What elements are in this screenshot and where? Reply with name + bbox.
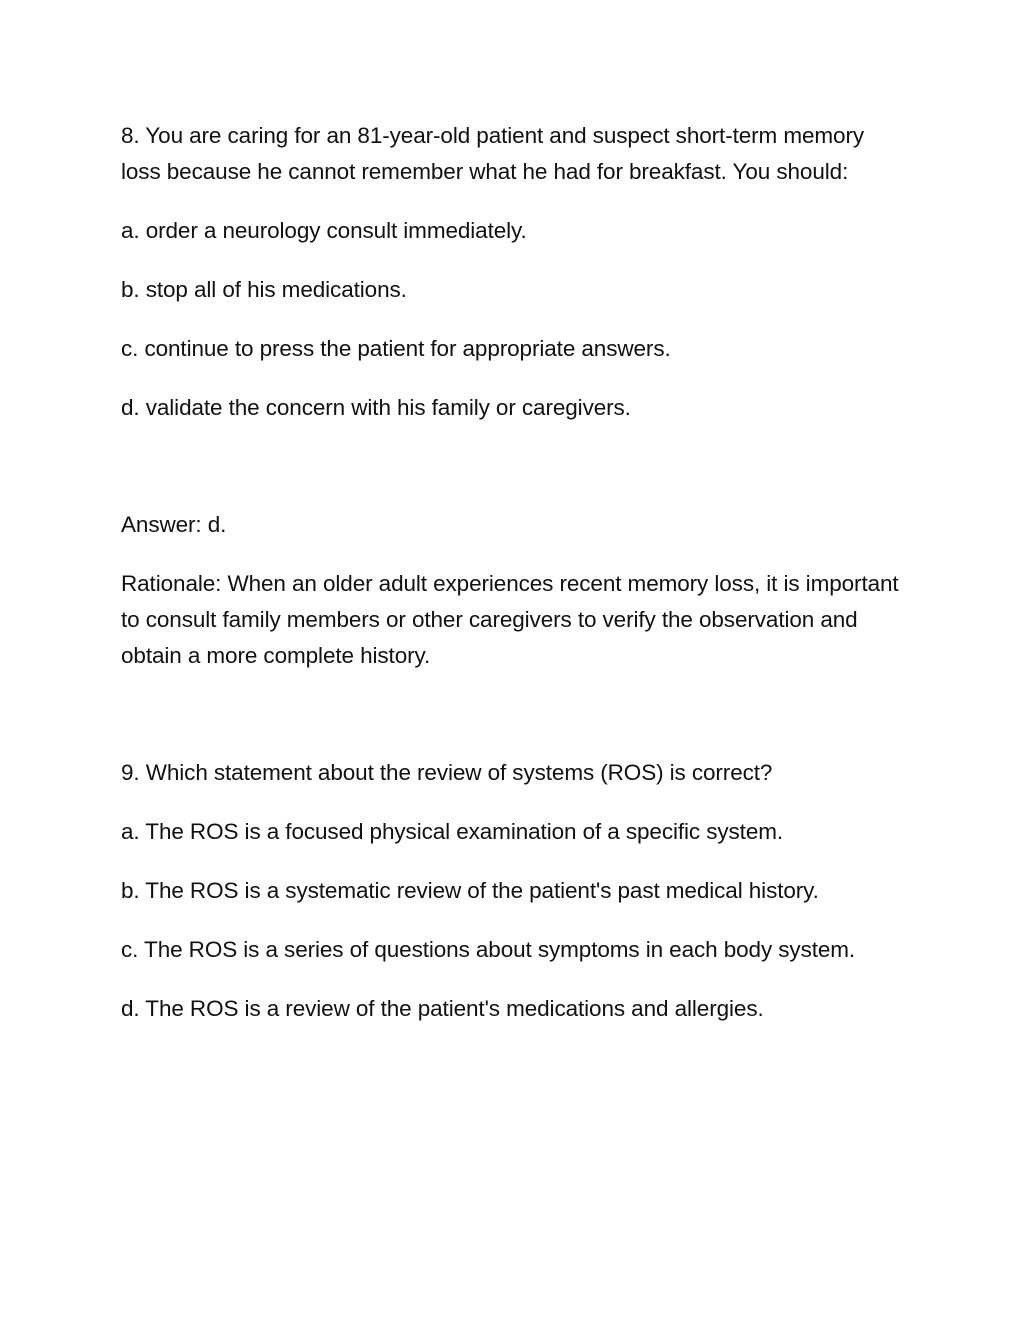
question-9 <box>121 755 901 1027</box>
question-8-answer: Answer: d. <box>121 512 227 537</box>
document-page <box>121 118 901 1050</box>
question-8-option-b: b. stop all of his medications. <box>121 277 407 302</box>
question-9-option-b: b. The ROS is a systematic review of the patient's past medical history. <box>121 878 819 903</box>
question-9-option-a: a. The ROS is a focused physical examination of a specific system. <box>121 819 784 844</box>
question-9-stem: 9. Which statement about the review of systems (ROS) is correct? <box>121 760 773 785</box>
question-8-option-a: a. order a neurology consult immediately. <box>121 218 527 243</box>
question-8-stem: 8. You are caring for an 81-year-old patient and suspect short-term memory loss because he cannot remember what he had for breakfast. You should: <box>121 123 864 184</box>
question-9-option-d: d. The ROS is a review of the patient's medications and allergies. <box>121 996 764 1021</box>
question-9-option-c: c. The ROS is a series of questions about symptoms in each body system. <box>121 937 856 962</box>
question-8 <box>121 118 901 674</box>
question-8-rationale: Rationale: When an older adult experiences recent memory loss, it is important to consult family members or other caregivers to verify the observation and obtain a more complete history. <box>121 571 899 668</box>
question-8-option-c: c. continue to press the patient for appropriate answers. <box>121 336 671 361</box>
question-8-option-d: d. validate the concern with his family or caregivers. <box>121 395 631 420</box>
